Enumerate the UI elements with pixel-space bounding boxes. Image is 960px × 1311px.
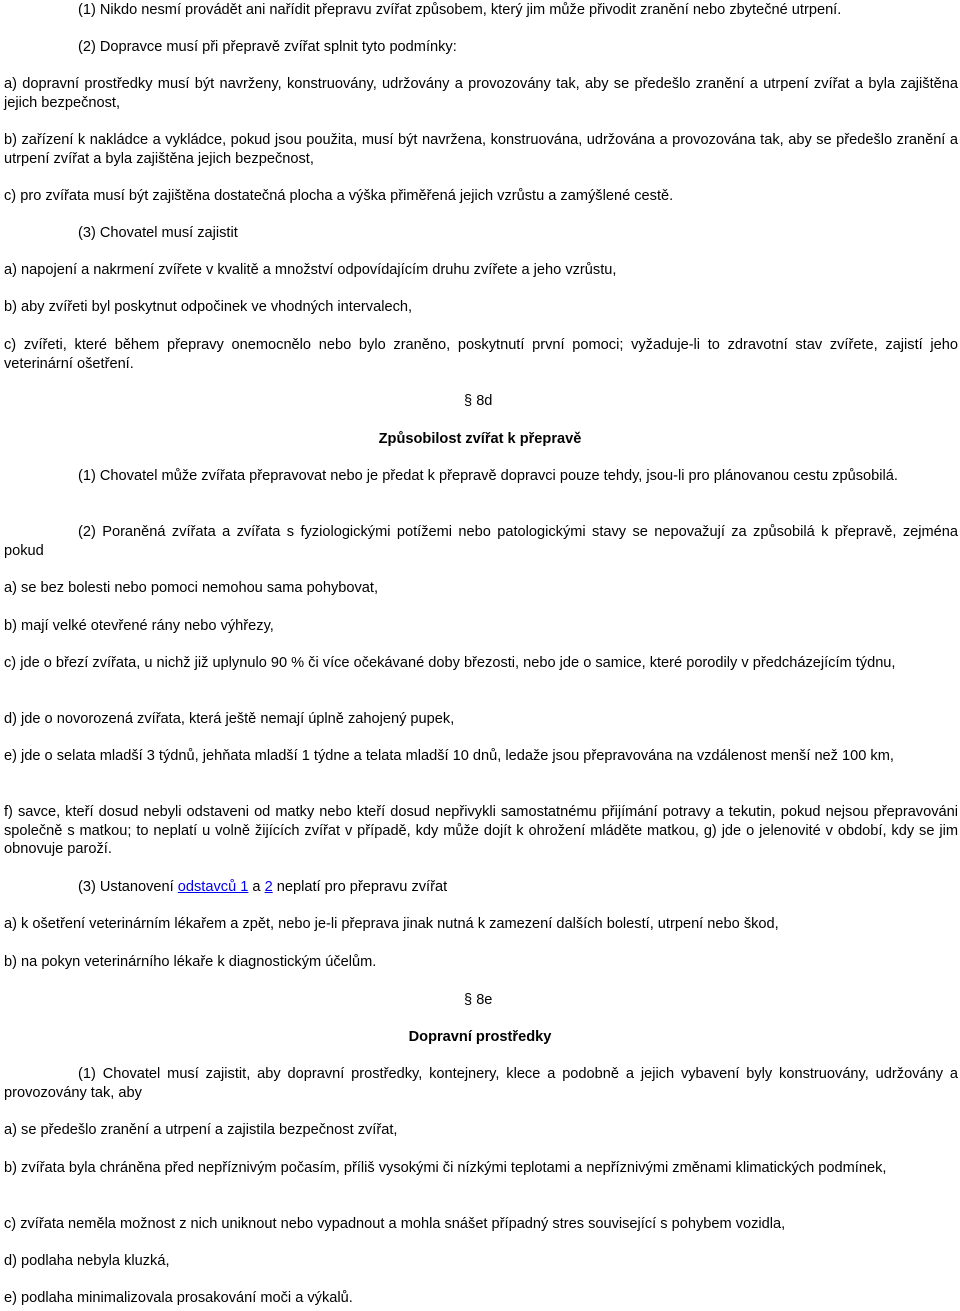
list-item-a: a) se bez bolesti nebo pomoci nemohou sama pohybovat, xyxy=(4,580,378,596)
section-8d-title: Způsobilost zvířat k přepravě xyxy=(378,431,582,447)
list-item-c: c) pro zvířata musí být zajištěna dostatečná plocha a výška přiměřená jejich vzrůstu a zamýšlené cestě. xyxy=(4,188,674,204)
list-item-c: c) zvířeti, které během přepravy onemocnělo nebo bylo zraněno, poskytnutí první pomoci; vyžaduje-li to zdravotní stav zvířete, zajistí jeho veterinární ošetření. xyxy=(4,337,958,372)
list-item-d: d) jde o novorozená zvířata, která ještě nemají úplně zahojený pupek, xyxy=(4,711,455,727)
list-item-a: a) dopravní prostředky musí být navrženy, konstruovány, udržovány a provozovány tak, aby se předešlo zranění a utrpení zvířat a byla zajištěna jejich bezpečnost, xyxy=(4,76,958,111)
paragraph-3-text-middle: a xyxy=(248,879,265,895)
section-number: 8e xyxy=(476,992,493,1008)
paragraph-3 xyxy=(4,878,958,897)
section-number: 8d xyxy=(476,393,493,409)
paragraph-1: (1) Nikdo nesmí provádět ani nařídit přepravu zvířat způsobem, který jim může přivodit zranění nebo zbytečné utrpení. xyxy=(78,2,842,18)
paragraph-1: (1) Chovatel musí zajistit, aby dopravní prostředky, kontejnery, klece a podobně a jejich vybavení byly konstruovány, udržovány a provozovány tak, aby xyxy=(4,1066,958,1101)
list-item-c: c) jde o březí zvířata, u nichž již uplynulo 90 % či více očekávané doby březosti, nebo jde o samice, které porodily v předcházejícím týdnu, xyxy=(4,655,896,671)
link-odstavec-2[interactable]: 2 xyxy=(264,879,273,895)
list-item-a: a) k ošetření veterinárním lékařem a zpět, nebo je-li přeprava jinak nutná k zamezení dalších bolestí, utrpení nebo škod, xyxy=(4,916,779,932)
link-odstavcu-1[interactable]: odstavců 1 xyxy=(177,879,249,895)
paragraph-3-text-start: (3) Ustanovení xyxy=(78,879,178,895)
paragraph-3-text-end: neplatí pro přepravu zvířat xyxy=(272,879,448,895)
list-item-b: b) mají velké otevřené rány nebo výhřezy, xyxy=(4,618,274,634)
section-symbol: § xyxy=(464,393,473,409)
section-symbol: § xyxy=(464,992,473,1008)
list-item-e: e) podlaha minimalizovala prosakování moči a výkalů. xyxy=(4,1290,353,1306)
section-8e-title: Dopravní prostředky xyxy=(408,1029,552,1045)
list-item-c: c) zvířata neměla možnost z nich uniknout nebo vypadnout a mohla snášet případný stres související s pohybem vozidla, xyxy=(4,1216,786,1232)
paragraph-2: (2) Poraněná zvířata a zvířata s fyziologickými potížemi nebo patologickými stavy se nepovažují za způsobilá k přepravě, zejména pokud xyxy=(4,524,958,559)
list-item-b: b) aby zvířeti byl poskytnut odpočinek ve vhodných intervalech, xyxy=(4,299,413,315)
paragraph-3: (3) Chovatel musí zajistit xyxy=(78,225,238,241)
paragraph-2: (2) Dopravce musí při přepravě zvířat splnit tyto podmínky: xyxy=(78,39,457,55)
list-item-b: b) na pokyn veterinárního lékaře k diagnostickým účelům. xyxy=(4,954,377,970)
paragraph-1: (1) Chovatel může zvířata přepravovat nebo je předat k přepravě dopravci pouze tehdy, jsou-li pro plánovanou cestu způsobilá. xyxy=(78,468,898,484)
list-item-b: b) zařízení k nakládce a vykládce, pokud jsou použita, musí být navržena, konstruována, udržována a provozována tak, aby se předešlo zranění a utrpení zvířat a byla zajištěna jejich bezpečnost, xyxy=(4,132,958,167)
section-8d-number xyxy=(464,392,492,411)
list-item-f: f) savce, kteří dosud nebyli odstaveni od matky nebo kteří dosud nepřivykli samostatnému přijímání potravy a tekutin, pokud nejsou přepravováni společně s matkou; to neplatí u volně žijících zvířat v případě, kdy může dojít k ohrožení mláděte matkou, g) jde o jelenovité v období, kdy se jim obnovuje paroží. xyxy=(4,804,958,858)
list-item-e: e) jde o selata mladší 3 týdnů, jehňata mladší 1 týdne a telata mladší 10 dnů, ledaže jsou přepravována na vzdálenost menší než 100 km, xyxy=(4,748,894,764)
list-item-a: a) se předešlo zranění a utrpení a zajistila bezpečnost zvířat, xyxy=(4,1122,398,1138)
list-item-d: d) podlaha nebyla kluzká, xyxy=(4,1253,170,1269)
section-8e-number xyxy=(464,991,492,1010)
list-item-b: b) zvířata byla chráněna před nepříznivým počasím, příliš vysokými či nízkými teplotami a nepříznivými změnami klimatických podmínek, xyxy=(4,1160,887,1176)
list-item-a: a) napojení a nakrmení zvířete v kvalitě a množství odpovídajícím druhu zvířete a jeho vzrůstu, xyxy=(4,262,617,278)
